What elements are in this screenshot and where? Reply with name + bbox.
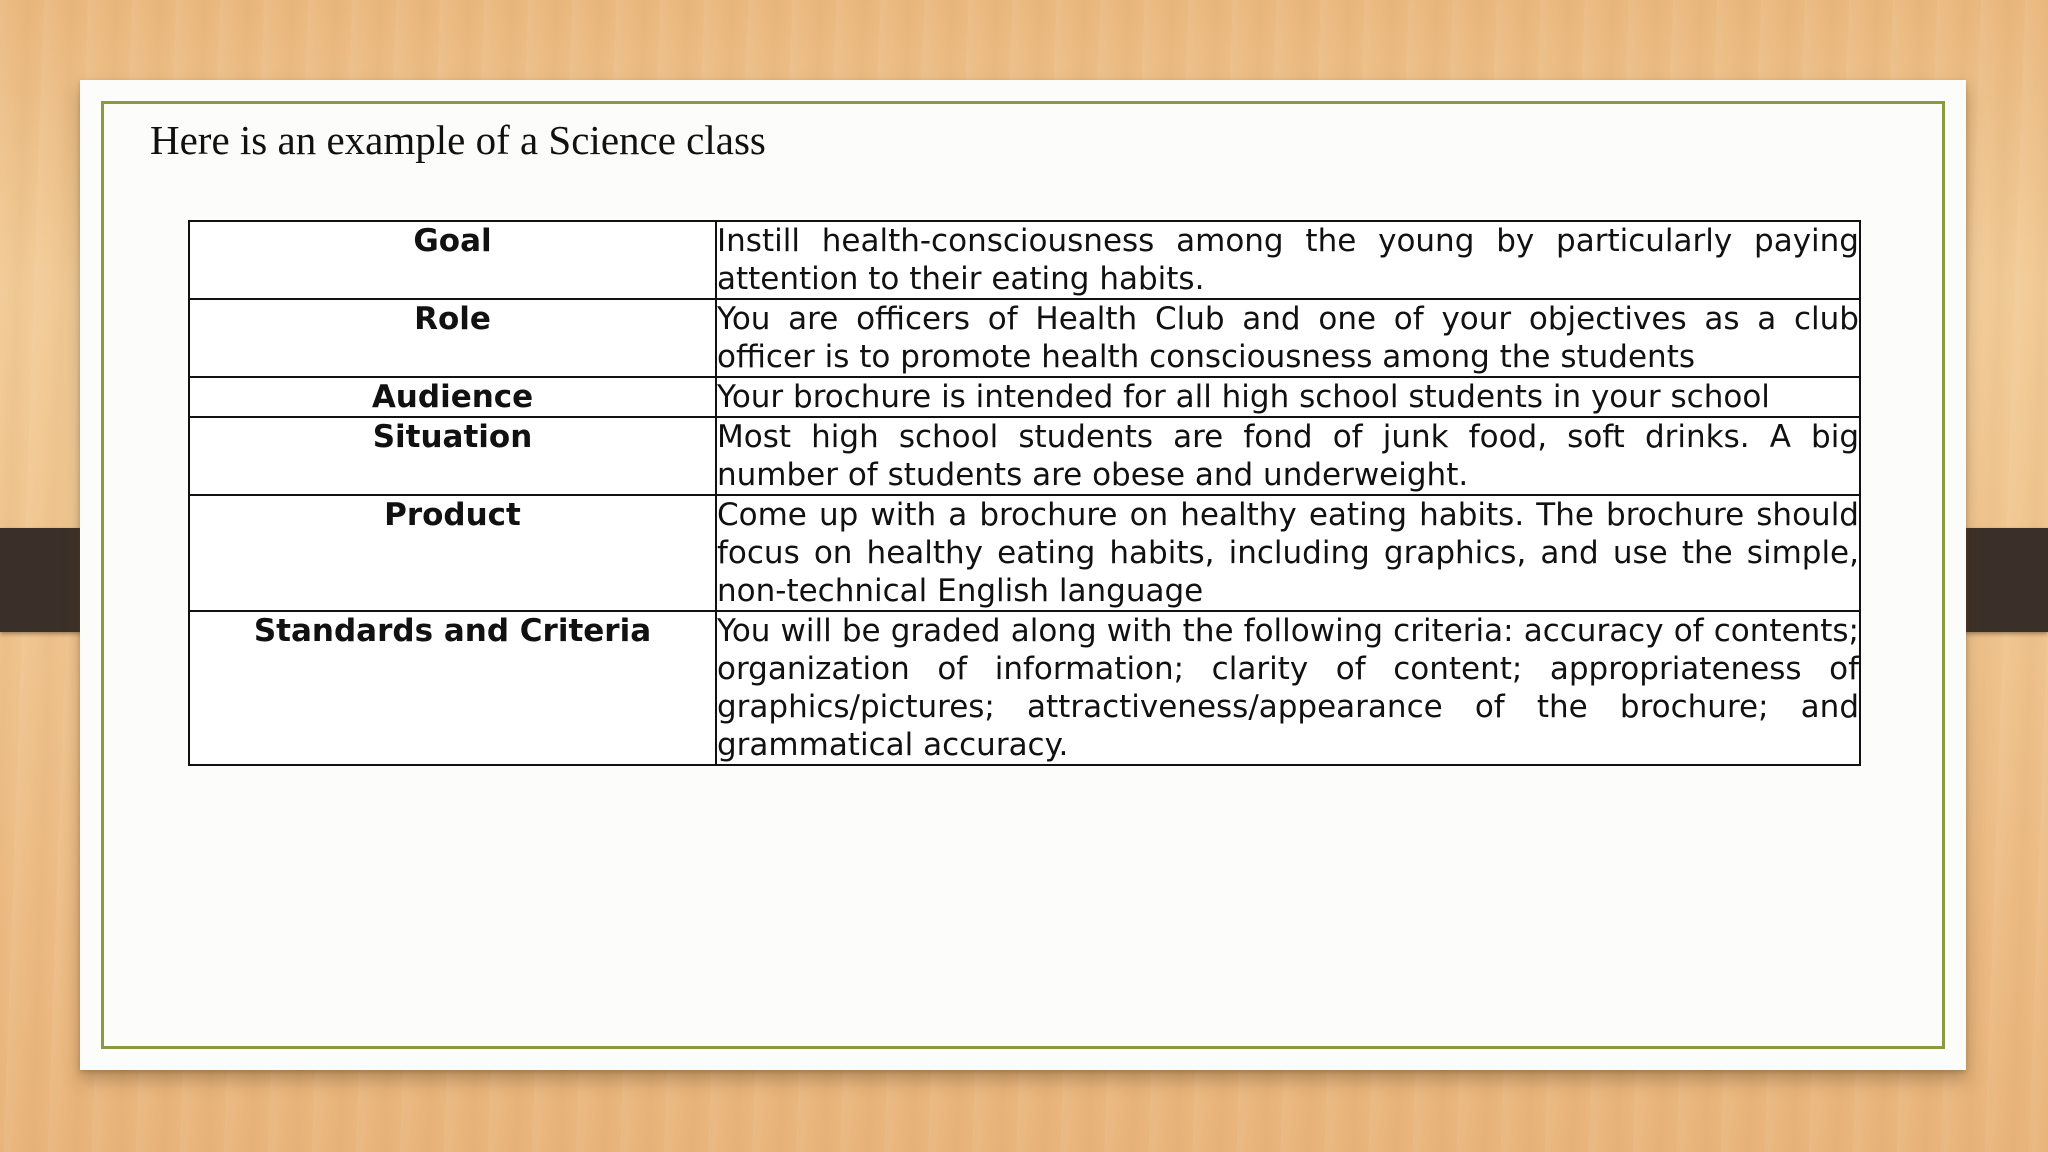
row-content-audience: Your brochure is intended for all high school students in your school bbox=[716, 377, 1860, 417]
table-row bbox=[189, 495, 1860, 611]
table-row bbox=[189, 299, 1860, 377]
row-label-standards: Standards and Criteria bbox=[189, 611, 716, 765]
row-label-product: Product bbox=[189, 495, 716, 611]
slide-card bbox=[80, 80, 1966, 1070]
table-row bbox=[189, 611, 1860, 765]
slide-heading: Here is an example of a Science class bbox=[150, 117, 766, 163]
table-row bbox=[189, 377, 1860, 417]
row-content-product: Come up with a brochure on healthy eating habits. The brochure should focus on healthy eating habits, including graphics, and use the simple, non-technical English language bbox=[717, 497, 1859, 609]
grasps-table bbox=[188, 220, 1861, 766]
row-label-situation: Situation bbox=[189, 417, 716, 495]
row-content-situation: Most high school students are fond of junk food, soft drinks. A big number of students are obese and underweight. bbox=[717, 419, 1859, 493]
row-content-goal: Instill health-consciousness among the young by particularly paying attention to their eating habits. bbox=[717, 223, 1859, 297]
table-row bbox=[189, 221, 1860, 299]
table-row bbox=[189, 417, 1860, 495]
row-label-goal: Goal bbox=[189, 221, 716, 299]
row-label-audience: Audience bbox=[189, 377, 716, 417]
row-label-role: Role bbox=[189, 299, 716, 377]
row-content-standards: You will be graded along with the following criteria: accuracy of contents; organization of information; clarity of content; appropriateness of graphics/pictures; attractiveness/appearance of the brochure; and grammatical accuracy. bbox=[717, 613, 1859, 763]
row-content-role: You are officers of Health Club and one of your objectives as a club officer is to promote health consciousness among the students bbox=[717, 301, 1859, 375]
